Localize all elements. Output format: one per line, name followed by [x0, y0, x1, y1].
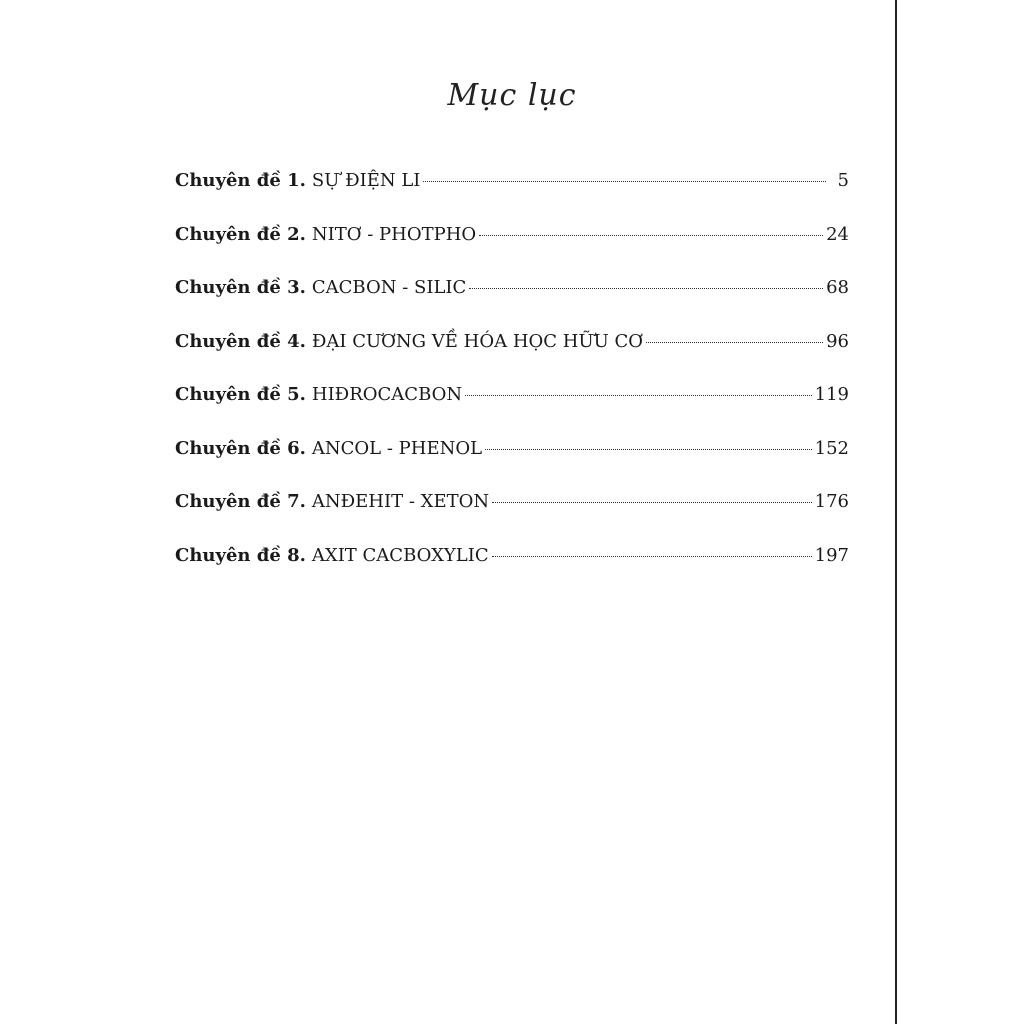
dot-leader — [469, 288, 823, 289]
dot-leader — [423, 181, 826, 182]
dot-leader — [646, 342, 823, 343]
toc-entry[interactable] — [175, 438, 849, 492]
dot-leader — [485, 449, 812, 450]
toc-entry[interactable] — [175, 331, 849, 385]
toc-entry[interactable] — [175, 224, 849, 278]
toc-entry-prefix: Chuyên đề 5. — [175, 384, 306, 405]
toc-entry-page: 68 — [826, 277, 849, 298]
toc-entry-name: ĐẠI CƯƠNG VỀ HÓA HỌC HỮU CƠ — [311, 330, 644, 352]
toc-entry-prefix: Chuyên đề 8. — [175, 544, 306, 566]
toc-entry-prefix: Chuyên đề 1. — [175, 170, 306, 191]
toc-entry-page: 197 — [814, 544, 849, 566]
toc-entry-name: CACBON - SILIC — [311, 277, 467, 298]
toc-entry-page: 24 — [826, 223, 849, 245]
toc-entry[interactable] — [175, 491, 849, 545]
toc-entry-prefix: Chuyên đề 6. — [175, 437, 306, 459]
toc-entry-name: AXIT CACBOXYLIC — [311, 544, 489, 566]
toc-entry-name: ANĐEHIT - XETON — [311, 491, 490, 512]
toc-entry-name: SỰ ĐIỆN LI — [311, 170, 421, 191]
toc-entry[interactable] — [175, 384, 849, 438]
toc-entry-prefix: Chuyên đề 3. — [175, 277, 306, 298]
page-title: Mục lục — [447, 78, 577, 113]
toc-entry[interactable] — [175, 277, 849, 331]
toc-entry-name: ANCOL - PHENOL — [311, 437, 483, 459]
dot-leader — [465, 395, 812, 396]
toc-entry-prefix: Chuyên đề 2. — [175, 223, 306, 245]
toc-entry-prefix: Chuyên đề 7. — [175, 491, 306, 512]
toc-entry[interactable] — [175, 545, 849, 599]
toc-entry-page: 119 — [814, 384, 849, 405]
table-of-contents — [175, 170, 849, 598]
toc-entry-page: 152 — [814, 437, 849, 459]
toc-entry-name: HIĐROCACBON — [311, 384, 463, 405]
toc-entry-page: 5 — [837, 170, 849, 191]
dot-leader — [492, 556, 812, 557]
page-edge-divider — [895, 0, 897, 1024]
dot-leader — [492, 502, 812, 503]
toc-entry[interactable] — [175, 170, 849, 224]
toc-entry-name: NITƠ - PHOTPHO — [311, 223, 477, 245]
dot-leader — [479, 235, 823, 236]
toc-entry-prefix: Chuyên đề 4. — [175, 330, 306, 352]
toc-entry-page: 176 — [814, 491, 849, 512]
toc-entry-page: 96 — [826, 330, 849, 352]
